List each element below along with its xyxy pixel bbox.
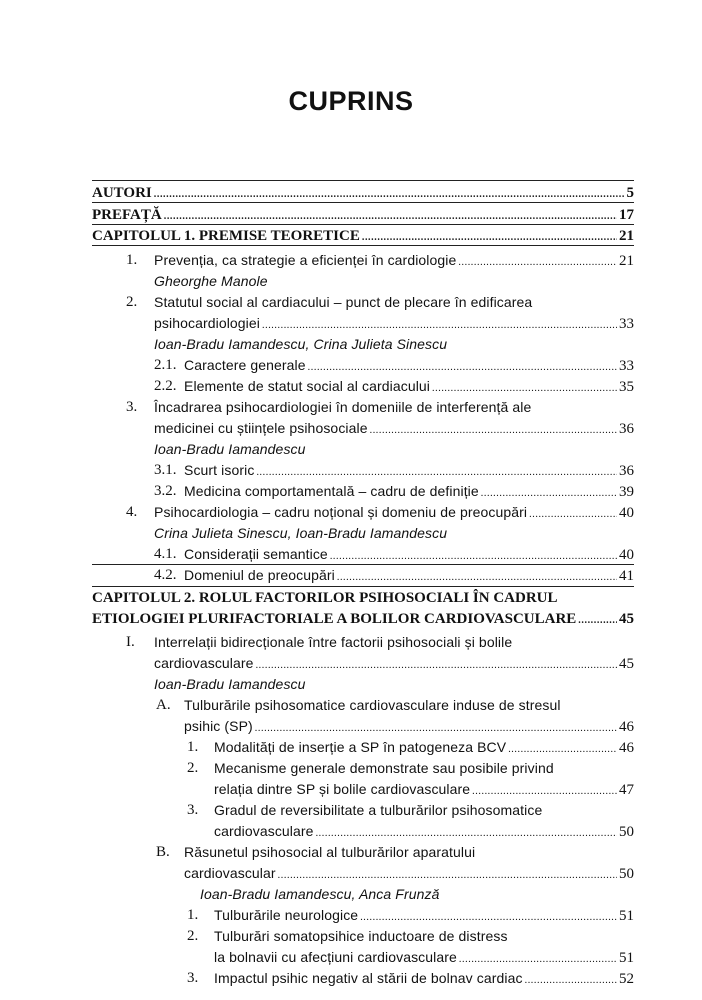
entry-title: Încadrarea psihocardiologiei în domeniile de interferență ale <box>154 399 532 415</box>
entry-number: 1. <box>126 252 138 268</box>
entry-title: PREFAȚĂ <box>92 207 162 223</box>
toc-entry[interactable] <box>92 249 634 271</box>
page-number: 40 <box>619 547 634 563</box>
entry-authors: Ioan-Bradu Iamandescu <box>154 676 306 692</box>
entry-title: Tulburările neurologice <box>214 907 359 923</box>
page-number: 51 <box>619 950 634 966</box>
entry-title: ETIOLOGIEI PLURIFACTORIALE A BOLILOR CARDIOVASCULARE <box>92 611 577 627</box>
entry-number: 3.1. <box>154 462 177 478</box>
toc-entry[interactable] <box>92 291 634 313</box>
entry-title: Considerații semantice <box>184 546 328 562</box>
entry-authors: Gheorghe Manole <box>154 273 268 289</box>
entry-title: Tulburările psihosomatice cardiovasculare induse de stresul <box>184 697 561 713</box>
entry-title: CAPITOLUL 2. ROLUL FACTORILOR PSIHOSOCIALI ÎN CADRUL <box>92 590 558 606</box>
page-number: 50 <box>619 824 634 840</box>
page-number: 17 <box>619 207 634 223</box>
entry-title: CAPITOLUL 1. PREMISE TEORETICE <box>92 228 360 244</box>
page-number: 46 <box>619 719 634 735</box>
entry-title: Prevenția, ca strategie a eficienței în cardiologie <box>154 252 457 268</box>
entry-number: 3.2. <box>154 483 177 499</box>
page-number: 33 <box>619 316 634 332</box>
toc-entry[interactable] <box>92 862 634 884</box>
entry-title: Tulburări somatopsihice inductoare de distress <box>214 928 508 944</box>
page-number: 35 <box>619 379 634 395</box>
toc-entry[interactable] <box>92 543 634 565</box>
entry-number: 3. <box>187 802 199 818</box>
page-number: 41 <box>619 568 634 584</box>
entry-title: medicinei cu științele psihosociale <box>154 420 368 436</box>
toc-entry[interactable] <box>92 501 634 523</box>
toc-entry[interactable] <box>92 715 634 737</box>
toc-author <box>92 522 634 544</box>
toc-entry[interactable] <box>92 757 634 779</box>
toc-entry[interactable] <box>92 631 634 653</box>
page-number: 45 <box>619 611 634 627</box>
toc-entry[interactable] <box>92 564 634 586</box>
entry-number: A. <box>156 697 171 713</box>
entry-title: Mecanisme generale demonstrate sau posibile privind <box>214 760 554 776</box>
page-number: 51 <box>619 908 634 924</box>
toc-entry[interactable] <box>92 396 634 418</box>
page-number: 21 <box>619 253 634 269</box>
entry-number: 3. <box>126 399 138 415</box>
entry-authors: Ioan-Bradu Iamandescu <box>154 441 306 457</box>
entry-number: 2. <box>187 928 199 944</box>
entry-number: 1. <box>187 907 199 923</box>
entry-title: cardiovasculare <box>154 655 254 671</box>
toc-entry[interactable] <box>92 587 634 609</box>
entry-title: la bolnavii cu afecțiuni cardiovasculare <box>214 949 457 965</box>
entry-authors: Crina Julieta Sinescu, Ioan-Bradu Iamandescu <box>154 525 448 541</box>
leader-dots <box>337 567 617 589</box>
entry-title: Elemente de statut social al cardiacului <box>184 378 431 394</box>
entry-number: 2.2. <box>154 378 177 394</box>
toc-entry[interactable] <box>92 480 634 502</box>
entry-title: Modalități de inserție a SP în patogeneza BCV <box>214 739 507 755</box>
entry-title: Domeniul de preocupări <box>184 567 335 583</box>
toc-author <box>92 333 634 355</box>
entry-title: Impactul psihic negativ al stării de bolnav cardiac <box>214 970 523 986</box>
toc-entry[interactable] <box>92 946 634 968</box>
toc-entry[interactable] <box>92 778 634 800</box>
entry-title: Răsunetul psihosocial al tulburărilor aparatului <box>184 844 476 860</box>
page-number: 46 <box>619 740 634 756</box>
page-number: 50 <box>619 866 634 882</box>
entry-title: Gradul de reversibilitate a tulburărilor psihosomatice <box>214 802 543 818</box>
entry-title: Medicina comportamentală – cadru de definiție <box>184 483 479 499</box>
entry-title: psihic (SP) <box>184 718 253 734</box>
page-number: 36 <box>619 463 634 479</box>
leader-dots <box>525 970 617 992</box>
leader-dots <box>154 184 625 206</box>
toc-entry[interactable] <box>92 459 634 481</box>
toc-entry[interactable] <box>92 375 634 397</box>
toc-entry[interactable] <box>92 204 634 226</box>
page-number: 21 <box>619 228 634 244</box>
page-number: 52 <box>619 971 634 987</box>
entry-number: 4.1. <box>154 546 177 562</box>
entry-number: 4. <box>126 504 138 520</box>
toc-entry[interactable] <box>92 904 634 926</box>
toc-author <box>92 883 634 905</box>
entry-title: relația dintre SP și bolile cardiovasculare <box>214 781 471 797</box>
entry-title: Psihocardiologia – cadru noțional și domeniu de preocupări <box>154 504 528 520</box>
entry-authors: Ioan-Bradu Iamandescu, Anca Frunză <box>200 886 440 902</box>
toc-entry[interactable] <box>92 736 634 758</box>
page-number: 36 <box>619 421 634 437</box>
page-number: 33 <box>619 358 634 374</box>
entry-number: 2. <box>187 760 199 776</box>
entry-title: AUTORI <box>92 185 152 201</box>
entry-title: cardiovascular <box>184 865 276 881</box>
toc-entry[interactable] <box>92 417 634 439</box>
entry-title: Scurt isoric <box>184 462 255 478</box>
entry-number: 3. <box>187 970 199 986</box>
toc-entry[interactable] <box>92 182 634 204</box>
toc-entry[interactable] <box>92 841 634 863</box>
page-number: 47 <box>619 782 634 798</box>
toc-entry[interactable] <box>92 694 634 716</box>
toc-author <box>92 673 634 695</box>
entry-title: psihocardiologiei <box>154 315 260 331</box>
entry-authors: Ioan-Bradu Iamandescu, Crina Julieta Sinescu <box>154 336 448 352</box>
page-number: 40 <box>619 505 634 521</box>
toc-entry[interactable] <box>92 967 634 989</box>
entry-number: 2.1. <box>154 357 177 373</box>
toc-entry[interactable] <box>92 820 634 842</box>
toc-entry[interactable] <box>92 312 634 334</box>
page-number: 5 <box>626 185 634 201</box>
toc-entry[interactable] <box>92 608 634 630</box>
toc-author <box>92 270 634 292</box>
toc-author <box>92 438 634 460</box>
leader-dots <box>578 610 617 632</box>
toc-entry[interactable] <box>92 799 634 821</box>
entry-number: 4.2. <box>154 567 177 583</box>
toc-entry[interactable] <box>92 225 634 247</box>
toc-entry[interactable] <box>92 354 634 376</box>
entry-title: Interrelații bidirecționale între factorii psihosociali și bolile <box>154 634 513 650</box>
page-number: 39 <box>619 484 634 500</box>
entry-number: 2. <box>126 294 138 310</box>
entry-title: Caractere generale <box>184 357 306 373</box>
entry-title: cardiovasculare <box>214 823 314 839</box>
entry-number: 1. <box>187 739 199 755</box>
entry-number: B. <box>156 844 170 860</box>
page-title: CUPRINS <box>288 86 414 116</box>
leader-dots <box>362 227 617 249</box>
entry-number: I. <box>126 634 135 650</box>
toc-entry[interactable] <box>92 652 634 674</box>
toc-entry[interactable] <box>92 925 634 947</box>
entry-title: Statutul social al cardiacului – punct de plecare în edificarea <box>154 294 533 310</box>
page-number: 45 <box>619 656 634 672</box>
divider <box>92 180 634 181</box>
